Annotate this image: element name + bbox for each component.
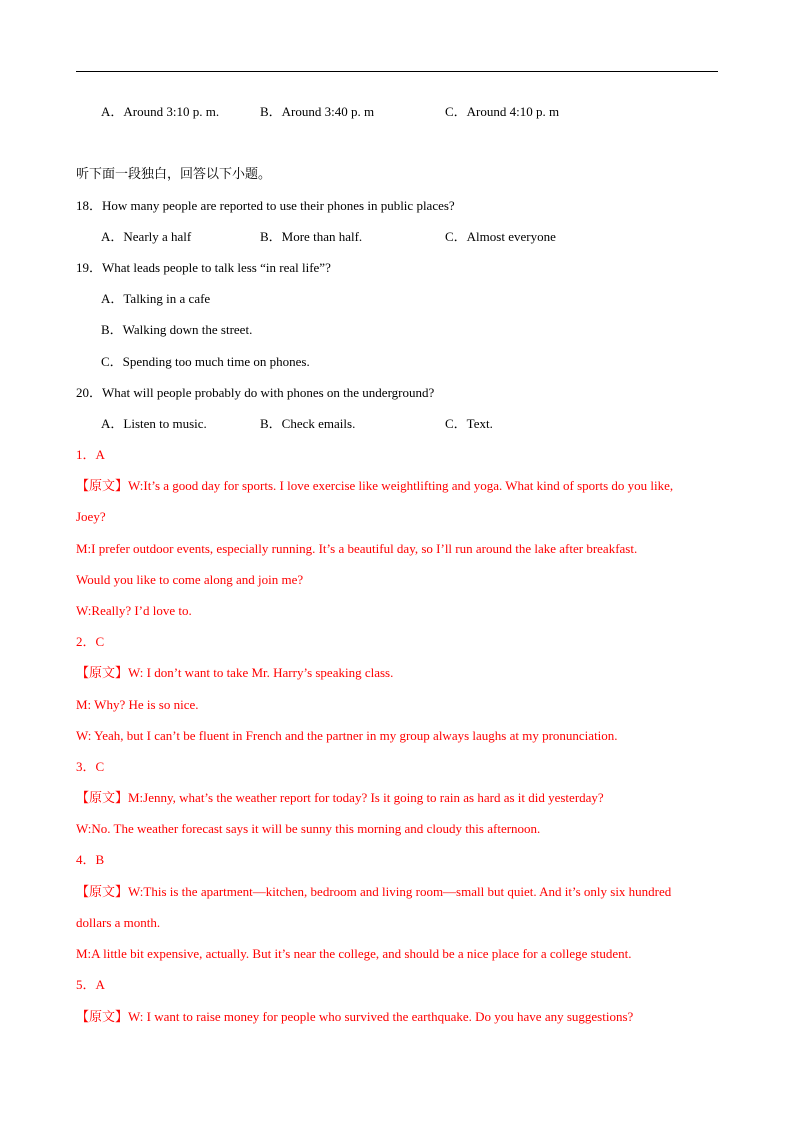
q20-option-b: B．Check emails. bbox=[260, 416, 356, 431]
answer-2-label: 2．C bbox=[76, 634, 105, 649]
answer-1-label: 1．A bbox=[76, 447, 105, 462]
answer-1-line: 【原文】W:It’s a good day for sports. I love exercise like weightlifting and yoga. What kind of sports do you like, bbox=[76, 478, 674, 493]
q19-stem: 19．What leads people to talk less “in real life”? bbox=[76, 260, 331, 275]
answer-4-line: M:A little bit expensive, actually. But it’s near the college, and should be a nice place for a college student. bbox=[76, 946, 632, 961]
q18-option-b: B．More than half. bbox=[260, 229, 363, 244]
answer-4-label: 4．B bbox=[76, 852, 105, 867]
q18-stem: 18．How many people are reported to use their phones in public places? bbox=[76, 198, 455, 213]
answer-2-line: M: Why? He is so nice. bbox=[76, 697, 199, 712]
answer-3-line: 【原文】M:Jenny, what’s the weather report for today? Is it going to rain as hard as it did yesterday? bbox=[76, 790, 604, 805]
answer-2-line: 【原文】W: I don’t want to take Mr. Harry’s speaking class. bbox=[76, 665, 394, 680]
answer-5-label: 5．A bbox=[76, 977, 105, 992]
q19-option-b: B．Walking down the street. bbox=[101, 322, 253, 337]
q20-stem: 20．What will people probably do with phones on the underground? bbox=[76, 385, 435, 400]
q20-option-c: C．Text. bbox=[445, 416, 493, 431]
answer-4-line: 【原文】W:This is the apartment—kitchen, bedroom and living room—small but quiet. And it’s only six hundred bbox=[76, 884, 672, 899]
q17-option-a: A．Around 3:10 p. m. bbox=[101, 104, 220, 119]
answer-3-label: 3．C bbox=[76, 759, 105, 774]
q17-option-c: C．Around 4:10 p. m bbox=[445, 104, 560, 119]
answer-4-line: dollars a month. bbox=[76, 915, 161, 930]
section-intro: 听下面一段独白，回答以下小题。 bbox=[76, 166, 272, 181]
answer-3-line: W:No. The weather forecast says it will be sunny this morning and cloudy this afternoon. bbox=[76, 821, 541, 836]
answer-1-line: Joey? bbox=[76, 509, 106, 524]
answer-1-line: Would you like to come along and join me? bbox=[76, 572, 304, 587]
q18-option-c: C．Almost everyone bbox=[445, 229, 556, 244]
q17-option-b: B．Around 3:40 p. m bbox=[260, 104, 375, 119]
q19-option-a: A．Talking in a cafe bbox=[101, 291, 211, 306]
answer-2-line: W: Yeah, but I can’t be fluent in French and the partner in my group always laughs at my pronunciation. bbox=[76, 728, 618, 743]
answer-1-line: M:I prefer outdoor events, especially running. It’s a beautiful day, so I’ll run around the lake after breakfast. bbox=[76, 541, 638, 556]
answer-1-line: W:Really? I’d love to. bbox=[76, 603, 192, 618]
answer-5-line: 【原文】W: I want to raise money for people who survived the earthquake. Do you have any suggestions? bbox=[76, 1009, 634, 1024]
q19-option-c: C．Spending too much time on phones. bbox=[101, 354, 310, 369]
q18-option-a: A．Nearly a half bbox=[101, 229, 192, 244]
q20-option-a: A．Listen to music. bbox=[101, 416, 207, 431]
header-rule bbox=[76, 71, 718, 72]
